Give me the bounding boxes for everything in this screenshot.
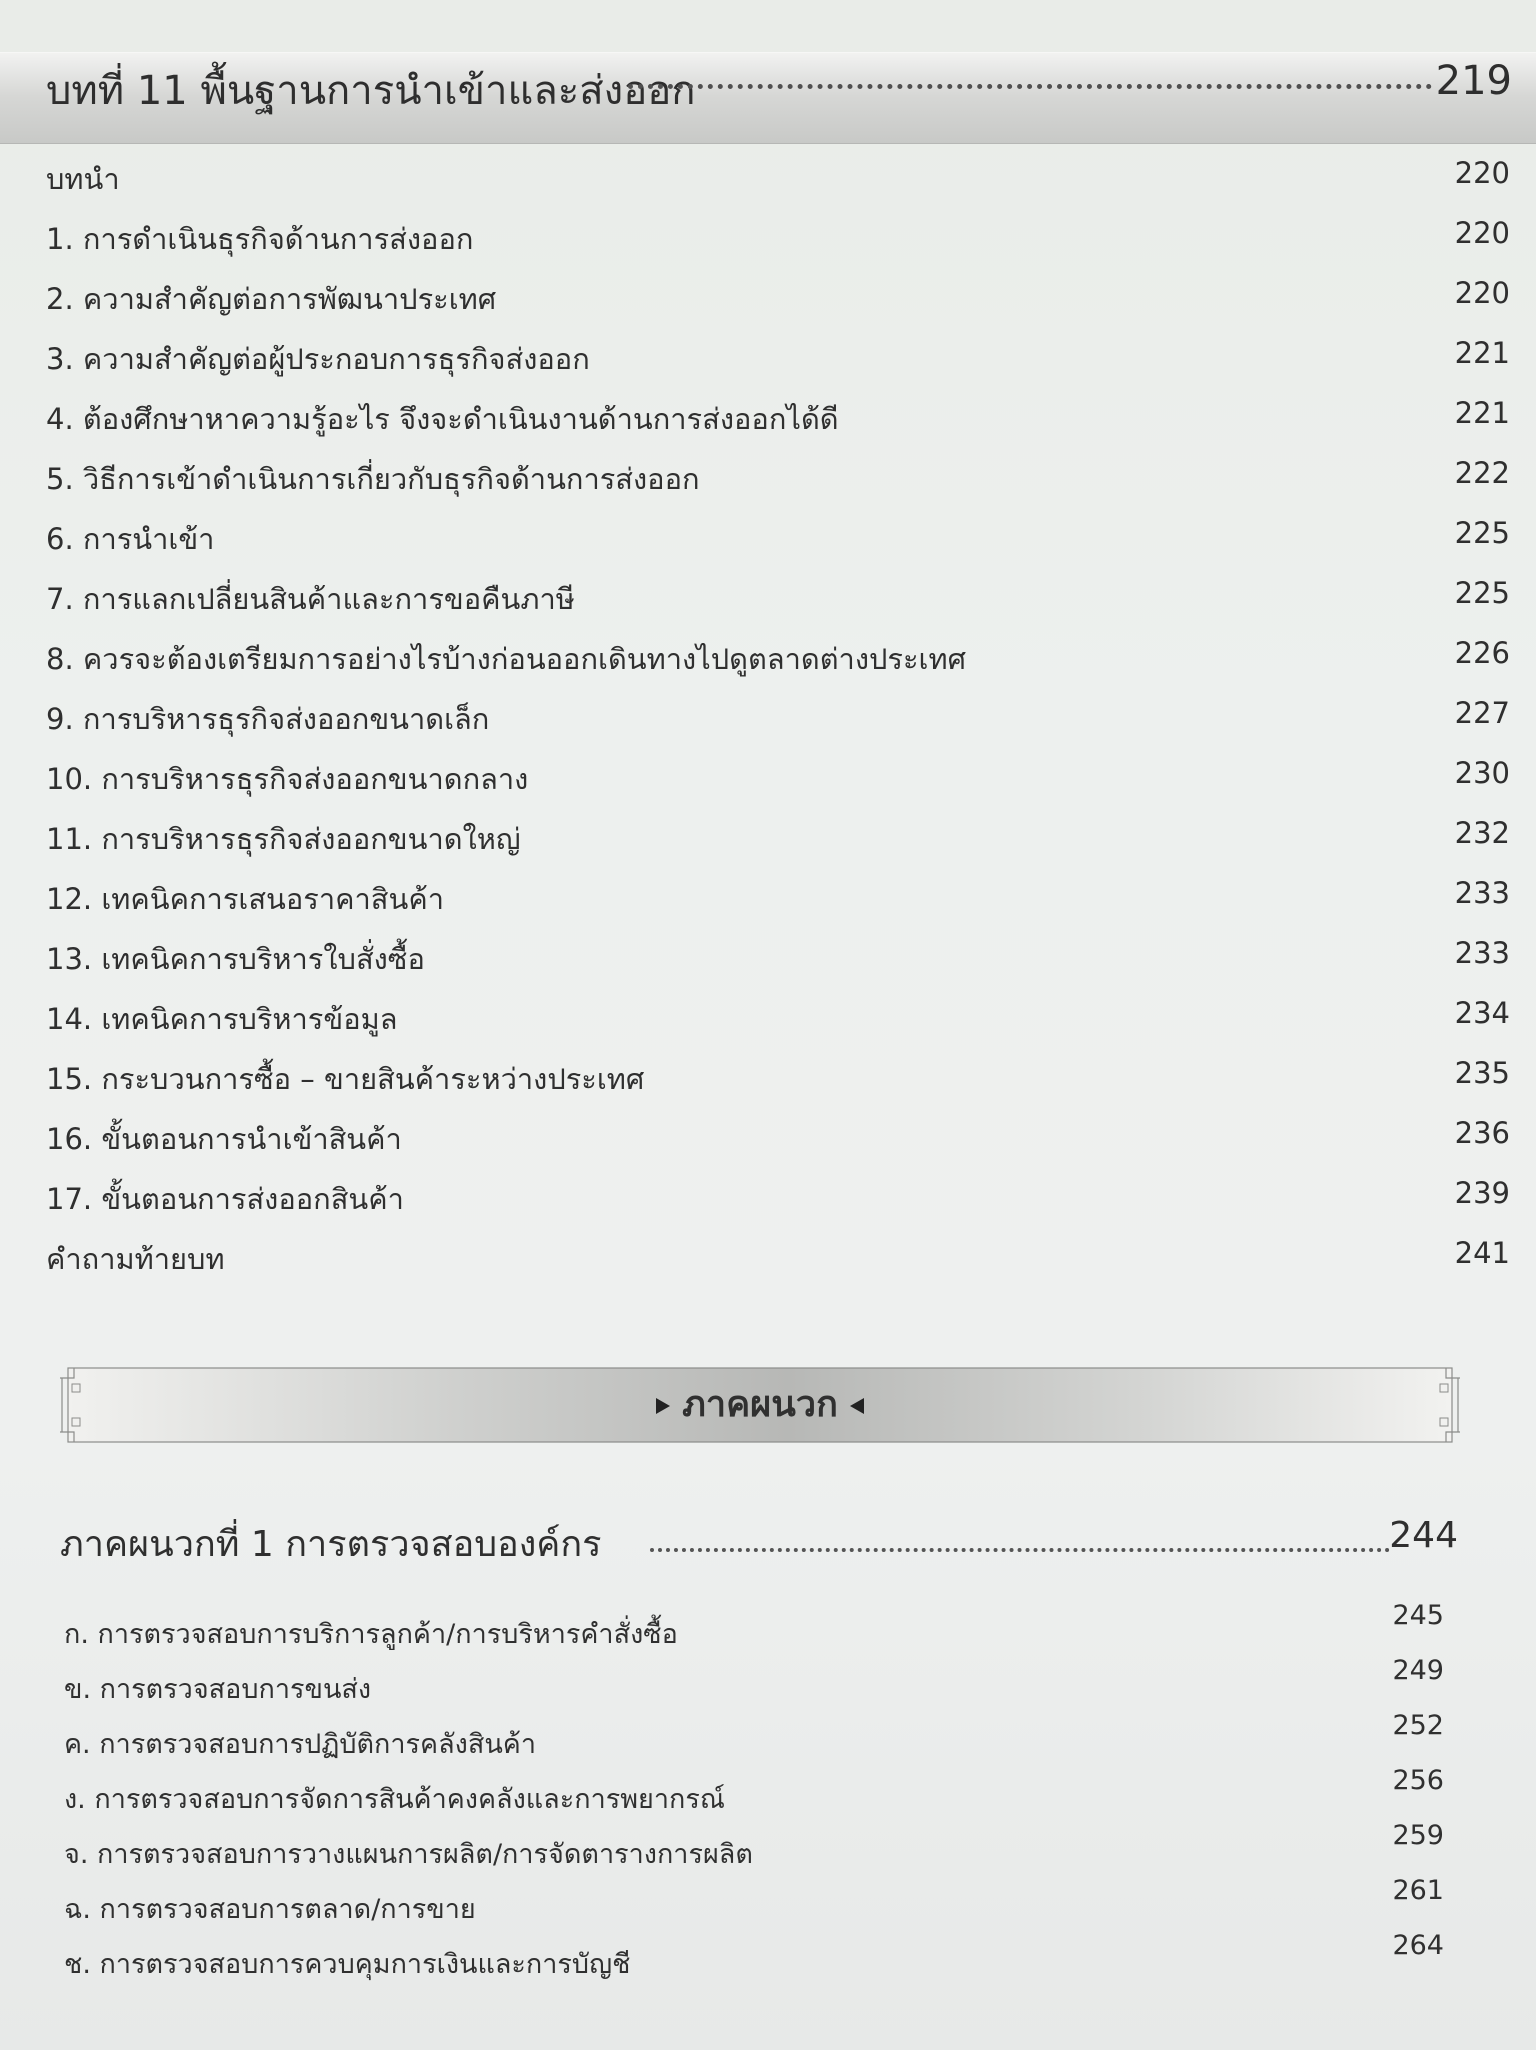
chapter-page-number: 219 (1435, 58, 1512, 104)
appendix-item-page-number: 264 (1392, 1930, 1444, 1961)
toc-page-number: 232 (1454, 816, 1510, 850)
toc-page-number: 220 (1454, 216, 1510, 250)
appendix-dot-leader (650, 1548, 1390, 1552)
toc-label: บทนำ (46, 162, 120, 196)
toc-label: 4. ต้องศึกษาหาความรู้อะไร จึงจะดำเนินงานด้านการส่งออกได้ดี (46, 402, 839, 436)
appendix-item-page-number: 256 (1392, 1765, 1444, 1796)
right-triangle-icon (656, 1398, 670, 1414)
toc-row (0, 268, 1536, 328)
appendix-item-label: จ. การตรวจสอบการวางแผนการผลิต/การจัดตารางการผลิต (64, 1839, 753, 1870)
toc-label: คำถามท้ายบท (46, 1242, 225, 1276)
toc-row (0, 748, 1536, 808)
toc-row (0, 868, 1536, 928)
toc-label: 10. การบริหารธุรกิจส่งออกขนาดกลาง (46, 762, 529, 796)
toc-page-number: 230 (1454, 756, 1510, 790)
toc-label: 13. เทคนิคการบริหารใบสั่งซื้อ (46, 942, 425, 976)
toc-row (0, 448, 1536, 508)
appendix-item-label: ฉ. การตรวจสอบการตลาด/การขาย (64, 1894, 476, 1925)
toc-label: 16. ขั้นตอนการนำเข้าสินค้า (46, 1122, 402, 1156)
toc-page-number: 221 (1454, 396, 1510, 430)
left-triangle-icon (850, 1398, 864, 1414)
toc-label: 7. การแลกเปลี่ยนสินค้าและการขอคืนภาษี (46, 582, 575, 616)
toc-label: 12. เทคนิคการเสนอราคาสินค้า (46, 882, 445, 916)
appendix-item-label: ค. การตรวจสอบการปฏิบัติการคลังสินค้า (64, 1729, 536, 1760)
toc-row (0, 808, 1536, 868)
chapter-dot-leader (628, 84, 1432, 89)
toc-label: 9. การบริหารธุรกิจส่งออกขนาดเล็ก (46, 702, 490, 736)
toc-page-number: 220 (1454, 276, 1510, 310)
toc-page-number: 233 (1454, 876, 1510, 910)
toc-label: 3. ความสำคัญต่อผู้ประกอบการธุรกิจส่งออก (46, 342, 590, 376)
appendix-item-label: ช. การตรวจสอบการควบคุมการเงินและการบัญชี (64, 1949, 631, 1980)
toc-page-number: 220 (1454, 156, 1510, 190)
appendix-row (0, 1930, 1536, 1989)
appendix-item-page-number: 252 (1392, 1710, 1444, 1741)
appendix-page-number: 244 (1389, 1515, 1458, 1556)
appendix-row (0, 1655, 1536, 1714)
toc-label: 15. กระบวนการซื้อ – ขายสินค้าระหว่างประเทศ (46, 1062, 645, 1096)
toc-page-number: 235 (1454, 1056, 1510, 1090)
toc-page-number: 225 (1454, 576, 1510, 610)
appendix-item-label: ข. การตรวจสอบการขนส่ง (64, 1674, 372, 1705)
toc-row (0, 928, 1536, 988)
appendix-title: ภาคผนวกที่ 1 การตรวจสอบองค์กร (60, 1524, 602, 1565)
appendix-item-page-number: 259 (1392, 1820, 1444, 1851)
toc-row (0, 1228, 1536, 1288)
appendix-item-label: ง. การตรวจสอบการจัดการสินค้าคงคลังและการพยากรณ์ (64, 1784, 725, 1815)
toc-page-number: 236 (1454, 1116, 1510, 1150)
appendix-row (0, 1710, 1536, 1769)
toc-label: 17. ขั้นตอนการส่งออกสินค้า (46, 1182, 404, 1216)
toc-label: 14. เทคนิคการบริหารข้อมูล (46, 1002, 398, 1036)
toc-row (0, 208, 1536, 268)
toc-row (0, 688, 1536, 748)
toc-label: 11. การบริหารธุรกิจส่งออกขนาดใหญ่ (46, 822, 521, 856)
toc-label: 2. ความสำคัญต่อการพัฒนาประเทศ (46, 282, 497, 316)
toc-page-number: 241 (1454, 1236, 1510, 1270)
chapter-title: บทที่ 11 พื้นฐานการนำเข้าและส่งออก (46, 68, 696, 114)
appendix-row (0, 1820, 1536, 1879)
appendix-row (0, 1600, 1536, 1659)
toc-row (0, 988, 1536, 1048)
toc-row (0, 568, 1536, 628)
toc-list (0, 148, 1536, 1288)
appendix-banner-title (60, 1360, 1460, 1450)
toc-page-number: 222 (1454, 456, 1510, 490)
toc-page-number: 234 (1454, 996, 1510, 1030)
toc-page-number: 221 (1454, 336, 1510, 370)
toc-row (0, 628, 1536, 688)
appendix-item-label: ก. การตรวจสอบการบริการลูกค้า/การบริหารคำสั่งซื้อ (64, 1619, 678, 1650)
toc-row (0, 508, 1536, 568)
toc-page-number: 226 (1454, 636, 1510, 670)
toc-label: 6. การนำเข้า (46, 522, 215, 556)
toc-label: 8. ควรจะต้องเตรียมการอย่างไรบ้างก่อนออกเดินทางไปดูตลาดต่างประเทศ (46, 642, 966, 676)
appendix-row (0, 1875, 1536, 1934)
toc-row (0, 1168, 1536, 1228)
appendix-row (0, 1765, 1536, 1824)
toc-label: 1. การดำเนินธุรกิจด้านการส่งออก (46, 222, 474, 256)
toc-row (0, 1108, 1536, 1168)
toc-page-number: 225 (1454, 516, 1510, 550)
appendix-item-page-number: 261 (1392, 1875, 1444, 1906)
appendix-item-page-number: 249 (1392, 1655, 1444, 1686)
toc-row (0, 148, 1536, 208)
appendix-banner-label: ภาคผนวก (682, 1384, 838, 1425)
appendix-item-page-number: 245 (1392, 1600, 1444, 1631)
toc-page-number: 227 (1454, 696, 1510, 730)
toc-page-number: 239 (1454, 1176, 1510, 1210)
toc-label: 5. วิธีการเข้าดำเนินการเกี่ยวกับธุรกิจด้านการส่งออก (46, 462, 700, 496)
appendix-list (0, 1600, 1536, 1989)
appendix-banner (60, 1360, 1460, 1450)
toc-row (0, 388, 1536, 448)
toc-page-number: 233 (1454, 936, 1510, 970)
toc-row (0, 1048, 1536, 1108)
toc-row (0, 328, 1536, 388)
